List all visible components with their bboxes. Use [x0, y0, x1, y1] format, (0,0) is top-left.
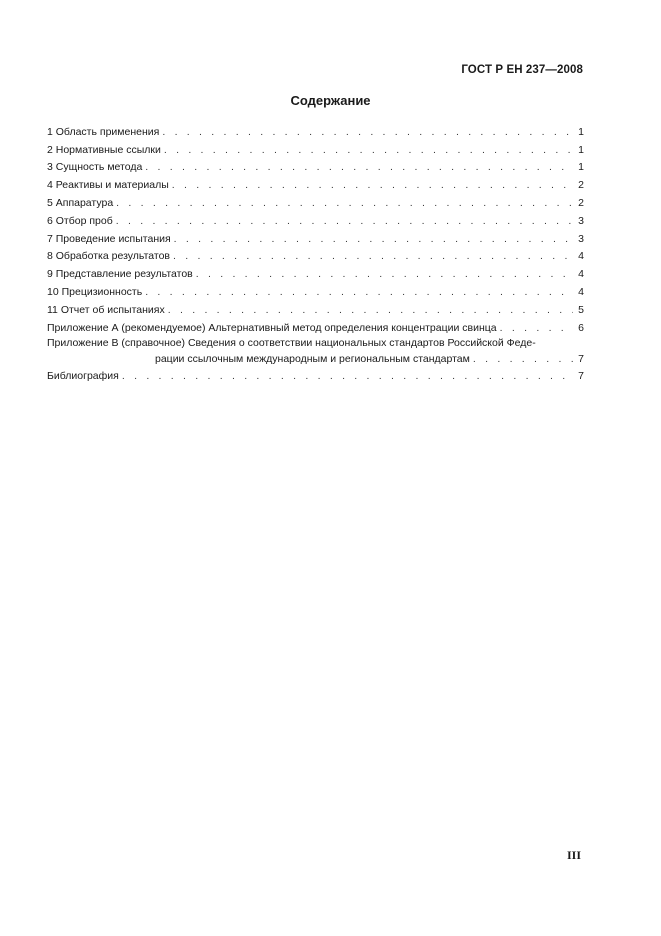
toc-title: Содержание: [290, 93, 371, 108]
toc-leader-dots: [173, 250, 573, 263]
toc-entry-title: 5 Аппаратура: [47, 196, 114, 209]
toc-entry-title: 8 Обработка результатов: [47, 250, 170, 263]
toc-entry-calculation[interactable]: [47, 246, 584, 264]
toc-entry-title: 10 Прецизионность: [47, 285, 143, 298]
toc-entry-title-line1: Приложение В (справочное) Сведения о соответствии национальных стандартов Российской Феде-: [47, 336, 536, 349]
toc-entry-page: 4: [578, 250, 584, 263]
toc-entry-title: 1 Область применения: [47, 125, 160, 138]
toc-entry-page: 1: [578, 161, 584, 174]
standard-code: ГОСТ Р ЕН 237—2008: [461, 64, 583, 76]
toc-entry-title: 7 Проведение испытания: [47, 232, 171, 245]
toc-entry-page: 1: [578, 125, 584, 138]
toc-entry-page: 4: [578, 268, 584, 281]
toc-entry-title: 11 Отчет об испытаниях: [47, 303, 165, 316]
toc-leader-dots: [174, 233, 573, 246]
toc-leader-dots: [172, 179, 573, 192]
toc-entry-page: 3: [578, 232, 584, 245]
toc-entry-title: 4 Реактивы и материалы: [47, 179, 169, 192]
toc-entry-reagents[interactable]: [47, 174, 584, 192]
toc-entry-page: 3: [578, 214, 584, 227]
toc-entry-title-line2: рации ссылочным международным и региональным стандартам: [155, 352, 470, 365]
toc-entry-title: 3 Сущность метода: [47, 161, 143, 174]
toc-leader-dots: [116, 215, 573, 228]
toc-entry-bibliography[interactable]: [47, 366, 584, 384]
toc-leader-dots: [473, 353, 575, 366]
toc-entry-title: 9 Представление результатов: [47, 268, 193, 281]
toc-entry-page: 4: [578, 285, 584, 298]
toc-entry-page: 5: [578, 303, 584, 316]
toc-leader-dots: [164, 144, 573, 157]
toc-leader-dots: [145, 161, 573, 174]
toc-entry-apparatus[interactable]: [47, 192, 584, 210]
toc-leader-dots: [145, 286, 573, 299]
toc-leader-dots: [500, 322, 573, 335]
toc-leader-dots: [168, 304, 573, 317]
toc-entry-page: 6: [578, 321, 584, 334]
toc-leader-dots: [122, 370, 573, 383]
toc-entry-expression-of-results[interactable]: [47, 263, 584, 281]
toc-leader-dots: [196, 268, 573, 281]
toc-entry-appendix-b[interactable]: [47, 336, 584, 366]
toc-entry-scope[interactable]: [47, 121, 584, 139]
toc-entry-page: 7: [578, 352, 584, 365]
table-of-contents: [47, 121, 584, 383]
toc-leader-dots: [162, 126, 573, 139]
toc-entry-appendix-a[interactable]: [47, 317, 584, 335]
toc-entry-normative-references[interactable]: [47, 139, 584, 157]
toc-entry-title: Библиография: [47, 370, 119, 383]
toc-entry-page: 1: [578, 143, 584, 156]
toc-entry-page: 7: [578, 370, 584, 383]
toc-entry-test-report[interactable]: [47, 299, 584, 317]
toc-entry-title: 6 Отбор проб: [47, 214, 113, 227]
toc-entry-sampling[interactable]: [47, 210, 584, 228]
page-number: III: [566, 848, 581, 862]
toc-entry-page: 2: [578, 179, 584, 192]
toc-entry-principle[interactable]: [47, 157, 584, 175]
toc-entry-precision[interactable]: [47, 281, 584, 299]
toc-entry-procedure[interactable]: [47, 228, 584, 246]
toc-entry-page: 2: [578, 196, 584, 209]
toc-entry-title: Приложение А (рекомендуемое) Альтернативный метод определения концентрации свинца: [47, 321, 497, 334]
toc-entry-title: 2 Нормативные ссылки: [47, 143, 161, 156]
toc-leader-dots: [116, 197, 573, 210]
